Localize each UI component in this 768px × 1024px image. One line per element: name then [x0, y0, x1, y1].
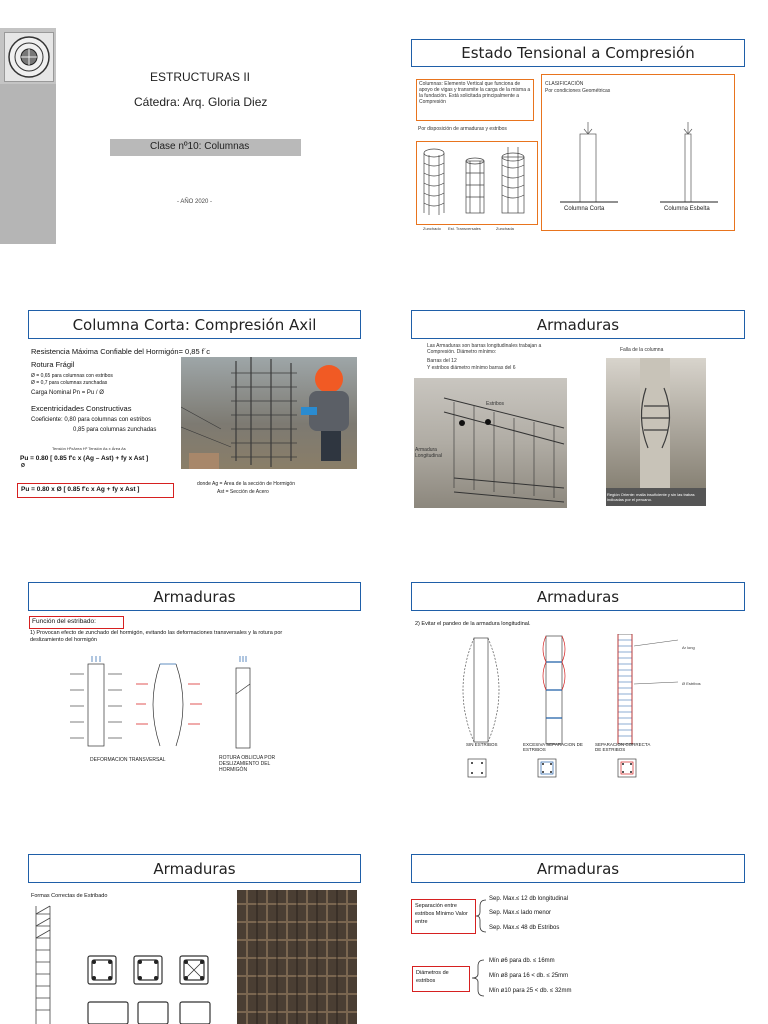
- separation-rule-2: Sep. Max.≤ lado menor: [489, 910, 551, 916]
- classification-title: CLASIFICACIÓN: [545, 81, 584, 87]
- diameter-brace: [470, 956, 486, 1000]
- slide-title: Armaduras: [411, 854, 745, 883]
- formula-1-denominator: Ø: [21, 463, 25, 469]
- coefficient-1: Coeficiente: 0,80 para columnas con estribos: [31, 417, 152, 423]
- course-title: ESTRUCTURAS II: [150, 70, 251, 84]
- class-label: Clase nº10: Columnas: [150, 141, 250, 152]
- separation-rule-1: Sep. Max.≤ 12 db longitudinal: [489, 896, 569, 902]
- slide-reinforcement-5: [408, 844, 768, 1024]
- eccentricity: Excentricidades Constructivas: [31, 404, 132, 413]
- rupture-label: ROTURA OBLICUA POR DESLIZAMIENTO DEL HORMIGÓN: [219, 755, 276, 773]
- rebar-mesh-photo: [414, 378, 567, 508]
- slide-title: Armaduras: [411, 310, 745, 339]
- slide-title: Armaduras: [411, 582, 745, 611]
- slide-reinforcement-1: [408, 300, 768, 515]
- side-label-stirrups: Ø Estribos: [682, 681, 701, 686]
- slide-reinforcement-2: [0, 572, 368, 787]
- slide-title: Armaduras: [28, 582, 361, 611]
- chair-name: Cátedra: Arq. Gloria Diez: [134, 95, 268, 109]
- reinforcement-text: Por disposición de armaduras y estribos: [418, 126, 507, 132]
- phi-stirrups: Ø = 0,65 para columnas con estribos: [31, 373, 113, 379]
- fig-label-zunchada: Zunchada: [496, 226, 514, 231]
- rebar-grid-photo: [237, 890, 357, 1024]
- section-icons: [466, 757, 666, 781]
- slide-reinforcement-4: [0, 844, 368, 1024]
- failure-caption: Región Oriente: malla insuficiente y sin las trabas indicadas por el peruano.: [607, 492, 695, 502]
- stirrup-shapes-label: Formas Correctas de Estribado: [31, 893, 108, 899]
- nominal-load: Carga Nominal Pn = Pu / Ø: [31, 390, 104, 396]
- bars-12: Barras del 12: [427, 358, 457, 364]
- year-label: - AÑO 2020 -: [177, 199, 213, 205]
- side-label-long: Ar long: [682, 645, 695, 650]
- formula-1: Pu = 0.80 [ 0.85 f'c x (Ag – Ast) + fy x Ast ]: [20, 455, 149, 462]
- short-column-label: Columna Corta: [564, 206, 605, 212]
- slide-title: Estado Tensional a Compresión: [411, 39, 745, 67]
- max-resistance: Resistencia Máxima Confiable del Hormigón= 0,85 f´c: [31, 347, 211, 356]
- fig-label-zunchado: Zunchado: [423, 226, 441, 231]
- university-seal: [4, 32, 54, 82]
- reinforcement-description: Las Armaduras son barras longitudinales trabajan a Compresión. Diámetro mínimo:: [427, 343, 542, 355]
- longitudinal-label: Armadura Longitudinal: [415, 447, 442, 459]
- diameter-rule-3: Mín ø10 para 25 < db. ≤ 32mm: [489, 988, 572, 994]
- stirrup-function-2: 2) Evitar el pandeo de la armadura longitudinal.: [415, 621, 531, 627]
- label-excessive-spacing: EXCESIVA SEPARACION DE ESTRIBOS: [523, 742, 583, 752]
- tension-labels: Tensión HºxArea Hº Tensión As x Área As: [52, 446, 126, 451]
- classification-subtitle: Por condiciones Geométricas: [545, 88, 611, 94]
- buckling-figure: [448, 634, 708, 754]
- sidebar-lower: [0, 84, 56, 244]
- separation-brace: [474, 896, 490, 936]
- diameter-rule-1: Mín ø6 para db. ≤ 16mm: [489, 958, 555, 964]
- coefficient-2: 0,85 para columnas zunchadas: [73, 427, 157, 433]
- ladder-figure: [28, 902, 68, 1024]
- stirrup-shapes-figure: [84, 952, 224, 1024]
- phi-spiral: Ø = 0,7 para columnas zunchadas: [31, 380, 108, 386]
- separation-rule-3: Sep. Max.≤ 48 db Estribos: [489, 925, 560, 931]
- stirrup-function-1: 1) Provocan efecto de zunchado del hormigón, evitando las deformaciones transversales y la rotura por deslizamiento del hormigón: [30, 630, 283, 643]
- function-label: Función del estribado:: [32, 618, 96, 625]
- label-correct-spacing: SEPARACION CORRECTA DE ESTRIBOS: [595, 742, 651, 752]
- diameter-rule-2: Mín ø8 para 16 < db. ≤ 25mm: [489, 973, 569, 979]
- stirrups-label: Estribos: [486, 401, 505, 407]
- slide-short-column: [0, 300, 368, 515]
- column-reinforcement-figure: [418, 143, 534, 221]
- slide-reinforcement-3: [408, 572, 768, 787]
- rebar-cage-photo: [181, 357, 357, 469]
- where-ag: donde Ag = Área de la sección de Hormigón: [197, 481, 295, 487]
- label-no-stirrups: SIN ESTRIBOS: [466, 742, 498, 747]
- column-comparison-figure: [542, 120, 732, 210]
- separation-label: Separación entre estribos Mínimo Valor entre: [415, 903, 468, 925]
- slide-title: Armaduras: [28, 854, 361, 883]
- stirrups-6: Y estribos diámetro mínimo barras del 6: [427, 365, 516, 371]
- fig-label-transversales: Est. Transversales: [448, 226, 481, 231]
- deformation-label: DEFORMACION TRANSVERSAL: [90, 757, 166, 763]
- diameter-label: Diámetros de estribos: [416, 970, 449, 984]
- failed-column-photo: [606, 358, 706, 506]
- columns-definition-text: Columnas: Elemento Vertical que funciona de apoyo de vigas y transmite la carga de la misma a la fundación. Está solicitada principalmente a Compresión: [419, 81, 531, 105]
- transverse-deformation-figure: [60, 654, 360, 754]
- slender-column-label: Columna Esbelta: [664, 206, 710, 212]
- slide-cover: [0, 28, 360, 244]
- where-ast: Ast = Sección de Acero: [217, 489, 269, 495]
- fragile-rupture: Rotura Frágil: [31, 360, 75, 369]
- slide-title: Columna Corta: Compresión Axil: [28, 310, 361, 339]
- failure-label: Falla de la columna: [620, 347, 664, 353]
- slide-tensional-state: [408, 28, 768, 244]
- formula-2: Pu = 0.80 x Ø [ 0.85 f'c x Ag + fy x Ast ]: [21, 486, 140, 493]
